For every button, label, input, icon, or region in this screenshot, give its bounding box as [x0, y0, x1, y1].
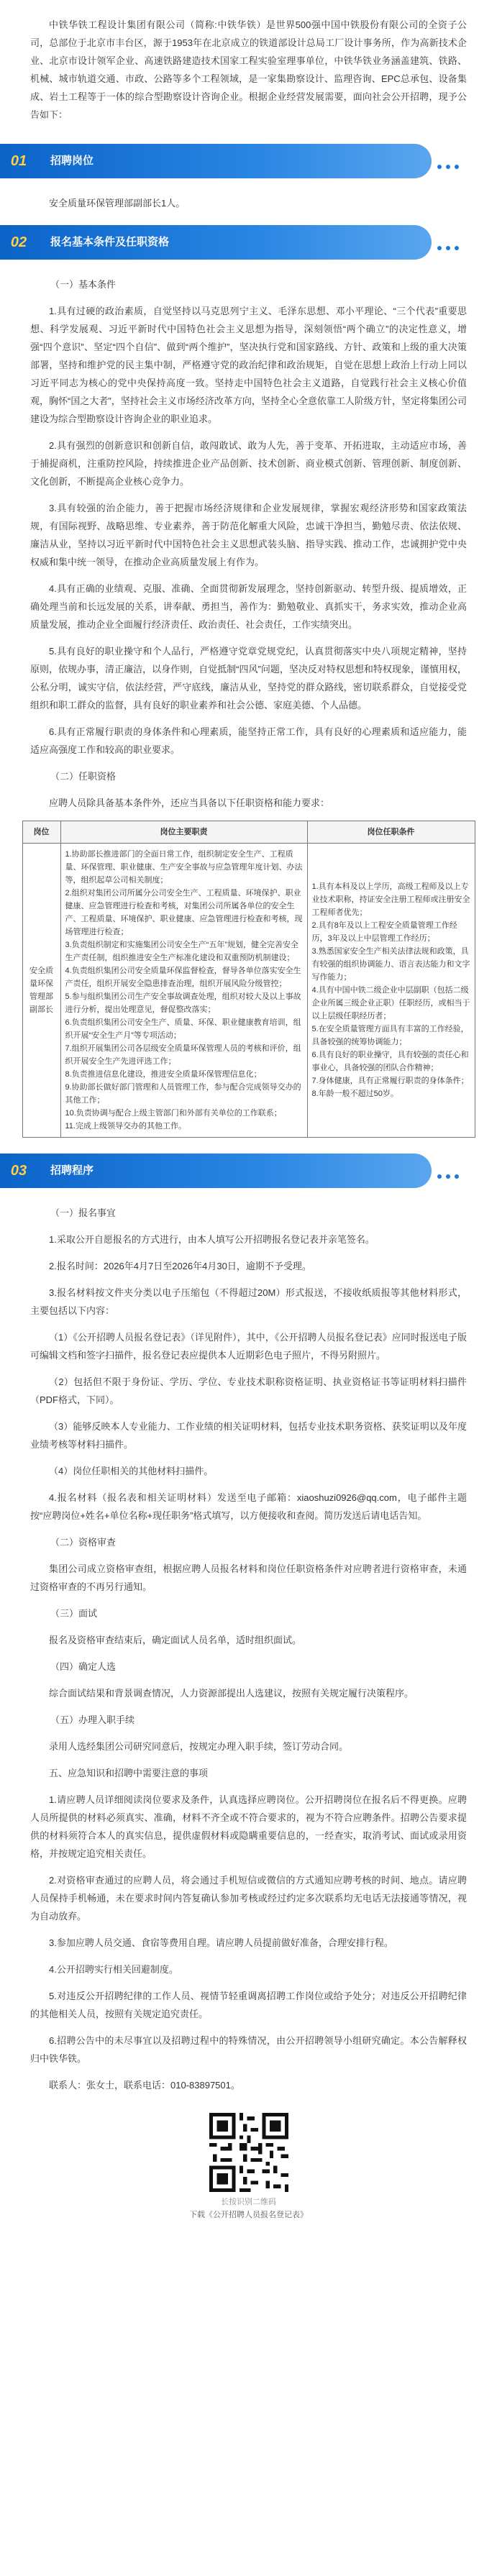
qr-section	[0, 2113, 497, 2221]
duty-item: 8.负责推进信息化建设，推进安全质量环保管理信息化；	[65, 1070, 262, 1079]
basic-condition-item: 6.具有正常履行职责的身体条件和心理素质，能坚持正常工作，具有良好的心理素质和适应能力，能适应高强度工作和较高的职业要求。	[30, 726, 467, 755]
section-header-conditions	[0, 225, 497, 260]
conditions-cell	[307, 844, 475, 1138]
section-title: 报名基本条件及任职资格	[50, 236, 170, 248]
post-name-cell: 安全质量环保管理部副部长	[22, 844, 60, 1138]
duty-item: 7.组织开展集团公司各层级安全质量环保管理人员的考核和评价，组织开展安全生产先进评选工作；	[65, 1044, 301, 1066]
duty-item: 11.完成上级领导交办的其他工作。	[65, 1122, 186, 1131]
decorative-dots-icon	[437, 1169, 480, 1172]
procedure-item: （4）岗位任职相关的其他材料扫描件。	[49, 1466, 214, 1476]
qualification-heading: （二）任职资格	[50, 771, 117, 782]
note-item: 6.招聘公告中的未尽事宜以及招聘过程中的特殊情况，由公开招聘领导小组研究确定。本公告解释权归中铁华铁。	[30, 2035, 467, 2064]
note-item: 1.请应聘人员详细阅读岗位要求及条件，认真选择应聘岗位。公开招聘岗位在报名后不得更换。应聘人员所提供的材料必须真实、准确，材料不齐全或不符合要求的，视为不符合应聘条件。招聘公告要求提供的材料须符合本人的真实信息，提供虚假材料或隐瞒重要信息的，一经查实，取消考试、面试或录用资格，并按规定追究相关责任。	[30, 1794, 467, 1859]
procedure-item: 2.报名时间：2026年4月7日至2026年4月30日，逾期不予受理。	[49, 1261, 311, 1271]
position-table	[22, 821, 475, 1138]
duty-item: 10.负责协调与配合上级主管部门和外部有关单位的工作联系；	[65, 1109, 282, 1118]
duty-item: 9.协助部长做好部门管理和人员管理工作，参与配合完成领导交办的其他工作；	[65, 1083, 301, 1105]
qr-download-caption: 下载《公开招聘人员报名登记表》	[189, 2211, 308, 2219]
qr-caption: 长按识别二维码	[221, 2198, 276, 2206]
positions-text: 安全质量环保管理部副部长1人。	[49, 198, 186, 209]
procedure-item: 1.采取公开自愿报名的方式进行，由本人填写公开招聘报名登记表并亲笔签名。	[49, 1234, 375, 1245]
procedure-subheading: （一）报名事宜	[50, 1207, 117, 1218]
section-number: 03	[10, 1163, 27, 1179]
duty-item: 2.组织对集团公司所属分公司安全生产、工程质量、环境保护、职业健康、应急管理进行检查和考核，对集团公司所属各单位的安全生产、工程质量、环境保护、职业健康、应急管理进行检查和考核，现场管理进行检查；	[65, 889, 303, 936]
decorative-dots-icon	[437, 241, 480, 244]
procedure-item: 4.报名材料（报名表和相关证明材料）发送至电子邮箱：xiaoshuzi0926@qq.com，电子邮件主题按“应聘岗位+姓名+单位名称+现任职务”格式填写，以方便接收和查阅。简历发送后请电话告知。	[30, 1492, 467, 1521]
notes-heading: 五、应急知识和招聘中需要注意的事项	[49, 1768, 209, 1778]
duty-item: 3.负责组织制定和实施集团公司安全生产“五年”规划，健全完善安全生产责任制，组织推进安全生产标准化建设和双重预防机制建设；	[65, 941, 298, 962]
condition-item: 7.身体健康，具有正常履行职责的身体条件；	[311, 1077, 469, 1085]
section-header-positions	[0, 144, 497, 178]
procedure-text: 报名及资格审查结束后，确定面试人员名单，适时组织面试。	[49, 1635, 302, 1645]
table-header: 岗位任职条件	[307, 821, 475, 844]
condition-item: 4.具有中国中铁二级企业中层副职（包括二级企业所属三级企业正职）任职经历，或相当于以上层级任职经历者；	[311, 986, 470, 1020]
procedure-text: 录用人选经集团公司研究同意后，按规定办理入职手续，签订劳动合同。	[49, 1741, 349, 1752]
procedure-subheading: （二）资格审查	[50, 1537, 117, 1548]
condition-item: 8.年龄一般不超过50岁。	[311, 1090, 398, 1098]
section-number: 01	[10, 153, 27, 169]
table-row	[22, 844, 475, 1138]
decorative-dots-icon	[437, 160, 480, 163]
basic-condition-item: 1.具有过硬的政治素质，自觉坚持以马克思列宁主义、毛泽东思想、邓小平理论、“三个代表”重要思想、科学发展观、习近平新时代中国特色社会主义思想为指导，深刻领悟“两个确立”的决定性意义，增强“四个意识”、坚定“四个自信”、做到“两个维护”，坚决执行党和国家路线、方针、政策和上级的重大决策部署，坚持和维护党的民主集中制，严格遵守党的政治纪律和政治规矩，自觉在思想上政治上行动上同以习近平同志为核心的党中央保持高度一致。坚持走中国特色社会主义道路，自觉践行社会主义核心价值观，胸怀“国之大者”，坚持社会主义市场经济改革方向，坚持全心全意依靠工人阶级方针，坚定将集团公司建设为综合型勘察设计咨询企业的职业追求。	[30, 306, 467, 424]
condition-item: 6.具有良好的职业操守，具有较强的责任心和事业心，具备较强的团队合作精神；	[311, 1051, 469, 1072]
section-title: 招聘岗位	[50, 155, 94, 167]
qr-code-icon[interactable]	[209, 2113, 288, 2192]
duty-item: 4.负责组织集团公司安全质量环保监督检查，督导各单位落实安全生产责任，组织开展安全隐患排查治理，组织开展风险分级管控；	[65, 967, 301, 988]
procedure-item: （1）《公开招聘人员报名登记表》（详见附件），其中，《公开招聘人员报名登记表》应同时报送电子版可编辑文档和签字扫描件，报名登记表应提供本人近期彩色电子照片，不得另附照片。	[30, 1332, 467, 1361]
table-header: 岗位主要职责	[60, 821, 307, 844]
basic-condition-item: 2.具有强烈的创新意识和创新自信，敢闯敢试、敢为人先，善于变革、开拓进取，主动适应市场，善于捕捉商机，注重防控风险，持续推进企业产品创新、技术创新、商业模式创新、管理创新、制度创新、文化创新，不断提高企业核心竞争力。	[30, 440, 467, 487]
duty-item: 1.协助部长推进部门的全面日常工作，组织制定安全生产、工程质量、环保管理、职业健康、生产安全事故与应急管理年度计划、办法等，组织起草公司相关制度；	[65, 850, 303, 885]
condition-item: 2.具有8年及以上工程安全质量管理工作经历，3年及以上中层管理工作经历；	[311, 921, 457, 943]
basic-condition-item: 3.具有较强的治企能力，善于把握市场经济规律和企业发展规律，掌握宏观经济形势和国家政策法规，有国际视野、战略思维、专业素养，善于防范化解重大风险，忠诚干净担当，勤勉尽责、依法依规、廉洁从业，坚持以习近平新时代中国特色社会主义思想武装头脑、指导实践、推动工作，忠诚拥护党中央权威和集中统一领导，在推动企业高质量发展上有作为。	[30, 503, 467, 567]
condition-item: 3.熟悉国家安全生产相关法律法规和政策，具有较强的组织协调能力、语言表达能力和文字写作能力；	[311, 947, 470, 982]
basic-conditions-heading: （一）基本条件	[50, 279, 117, 290]
procedure-text: 集团公司成立资格审查组，根据应聘人员报名材料和岗位任职资格条件对应聘者进行资格审查，未通过资格审查的不再另行通知。	[30, 1563, 467, 1592]
procedure-item: （3）能够反映本人专业能力、工作业绩的相关证明材料，包括专业技术职务资格、获奖证明以及年度业绩考核等材料扫描件。	[30, 1421, 467, 1450]
basic-condition-item: 4.具有正确的业绩观、克服、准确、全面贯彻新发展理念，坚持创新驱动、转型升级、提质增效，正确处理当前和长远发展的关系，讲奉献、勇担当，善作为：勤勉敬业、真抓实干，务求实效，推动企业高质量发展，推动企业全面履行经济责任、政治责任、社会责任，工作实绩突出。	[30, 583, 467, 630]
duties-cell	[60, 844, 307, 1138]
section-header-procedure	[0, 1154, 497, 1188]
section-number: 02	[10, 234, 27, 250]
procedure-item: （2）包括但不限于身份证、学历、学位、专业技术职称资格证明、执业资格证书等证明材料扫描件（PDF格式，下同）。	[30, 1376, 467, 1405]
qualification-text: 应聘人员除具备基本条件外，还应当具备以下任职资格和能力要求：	[49, 798, 330, 808]
basic-condition-item: 5.具有良好的职业操守和个人品行，严格遵守党章党规党纪，认真贯彻落实中央八项规定精神，坚持原则，依规办事，清正廉洁，以身作则，自觉抵制“四风”问题，坚决反对特权思想和特权现象，谨慎用权，公私分明，诚实守信，依法经营，严守底线，廉洁从业，坚持党的群众路线，密切联系群众，自觉接受党组织和职工群众的监督，具有良好的职业素养和社会公德、家庭美德、个人品德。	[30, 646, 467, 711]
procedure-subheading: （五）办理入职手续	[50, 1714, 135, 1725]
note-item: 2.对资格审查通过的应聘人员，将会通过手机短信或微信的方式通知应聘考核的时间、地点。请应聘人员保持手机畅通，未在要求时间内答复确认参加考核或经过约定多次联系均无电话无法接通等情况，视为自动放弃。	[30, 1875, 467, 1922]
table-header: 岗位	[22, 821, 60, 844]
note-item: 5.对违反公开招聘纪律的工作人员、视情节轻重调离招聘工作岗位或给予处分；对违反公开招聘纪律的其他相关人员，按照有关规定追究责任。	[30, 1991, 467, 2019]
section-title: 招聘程序	[50, 1164, 94, 1177]
note-item: 4.公开招聘实行相关回避制度。	[49, 1964, 178, 1975]
procedure-item: 3.报名材料按文件夹分类以电子压缩包（不得超过20M）形式报送，不接收纸质报等其他材料形式，主要包括以下内容：	[30, 1287, 467, 1316]
procedure-text: 综合面试结果和背景调查情况，人力资源部提出人选建议，按照有关规定履行决策程序。	[49, 1688, 414, 1699]
contact-info: 联系人：张女士，联系电话：010-83897501。	[49, 2080, 240, 2091]
intro-paragraph: 中铁华铁工程设计集团有限公司（简称:中铁华铁）是世界500强中国中铁股份有限公司的全资子公司，总部位于北京市丰台区，源于1953年在北京成立的铁道部设计总局工厂设计事务所，作为高新技术企业、北京市设计领军企业、高速铁路建造技术国家工程实验室理事单位，中铁华铁业务涵盖建筑、铁路、机械、城市轨道交通、市政、公路等多个工程领域，是一家集勘察设计、监理咨询、EPC总承包、设备集成、岩土工程等于一体的综合型勘察设计咨询企业。根据企业经营发展需要，面向社会公开招聘，现予公告如下：	[30, 19, 467, 120]
duty-item: 5.参与组织集团公司生产安全事故调查处理，组织对较大及以上事故进行分析，提出处理意见，督促整改落实；	[65, 992, 301, 1014]
condition-item: 5.在安全质量管理方面具有丰富的工作经验，具备较强的统筹协调能力；	[311, 1025, 469, 1046]
procedure-subheading: （四）确定人选	[50, 1661, 117, 1672]
duty-item: 6.负责组织集团公司安全生产、质量、环保、职业健康教育培训，组织开展“安全生产月”等专项活动；	[65, 1018, 301, 1040]
table-header-row	[22, 821, 475, 844]
note-item: 3.参加应聘人员交通、食宿等费用自理。请应聘人员提前做好准备，合理安排行程。	[49, 1937, 393, 1948]
procedure-subheading: （三）面试	[50, 1608, 98, 1619]
condition-item: 1.具有本科及以上学历，高级工程师及以上专业技术职称，持证安全注册工程师或注册安全工程师者优先；	[311, 882, 470, 917]
